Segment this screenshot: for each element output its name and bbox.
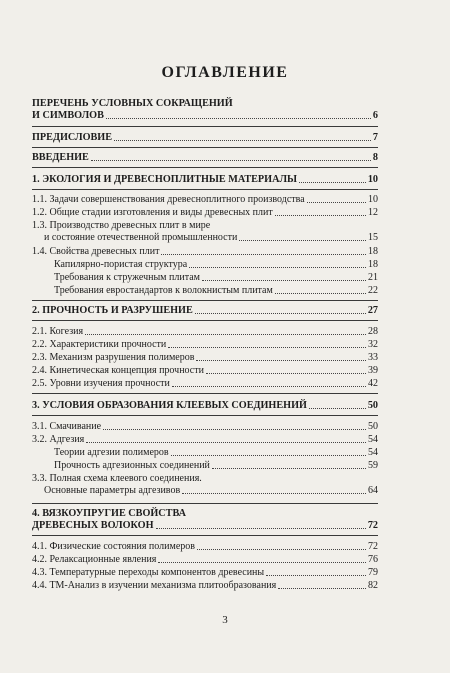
toc-entry-title: 2.5. Уровни изучения прочности <box>32 378 170 389</box>
toc-entry-page: 82 <box>368 580 378 591</box>
toc-entry-page: 22 <box>368 285 378 296</box>
toc-entry-title: ДРЕВЕСНЫХ ВОЛОКОН <box>32 520 154 531</box>
toc-entry-page: 76 <box>368 554 378 565</box>
toc-entry[interactable] <box>32 580 378 592</box>
toc-entry[interactable] <box>32 259 378 271</box>
toc-entry-title: ПРЕДИСЛОВИЕ <box>32 132 113 143</box>
toc-entry-title: 2.1. Когезия <box>32 326 84 337</box>
toc-entry-page: 7 <box>372 132 378 143</box>
leader-dots <box>275 293 366 294</box>
toc-entry[interactable] <box>32 132 378 144</box>
divider <box>32 535 378 536</box>
toc-entry-page: 21 <box>368 272 378 283</box>
toc-entry[interactable] <box>32 473 378 497</box>
leader-dots <box>266 575 366 576</box>
leader-dots <box>197 549 366 550</box>
toc-entry[interactable] <box>32 541 378 553</box>
toc-entry-title: Прочность адгезионных соединений <box>54 460 210 471</box>
divider <box>32 167 378 168</box>
toc-entry-title: Капилярно-пористая структура <box>54 259 188 270</box>
toc-entry[interactable] <box>32 339 378 351</box>
leader-dots <box>85 334 366 335</box>
toc-entry[interactable] <box>32 305 378 317</box>
toc-entry-title: 2. ПРОЧНОСТЬ И РАЗРУШЕНИЕ <box>32 305 193 316</box>
toc-entry-page: 59 <box>368 460 378 471</box>
toc-entry-line1: 4. ВЯЗКОУПРУГИЕ СВОЙСТВА <box>32 508 186 519</box>
toc-entry-page: 15 <box>368 232 378 243</box>
toc-entry-title: 1.1. Задачи совершенствования древесноплитного производства <box>32 194 305 205</box>
toc-entry[interactable] <box>32 400 378 412</box>
toc-entry-title: 4.1. Физические состояния полимеров <box>32 541 195 552</box>
leader-dots <box>299 182 366 183</box>
toc-entry[interactable] <box>32 174 378 186</box>
toc-entry-page: 33 <box>368 352 378 363</box>
toc-entry[interactable] <box>32 326 378 338</box>
toc-entry-page: 10 <box>368 194 378 205</box>
divider <box>32 189 378 190</box>
leader-dots <box>309 408 366 409</box>
leader-dots <box>172 386 366 387</box>
leader-dots <box>206 373 366 374</box>
toc-entry-line1: 1.3. Производство древесных плит в мире <box>32 220 211 231</box>
toc-entry-page: 27 <box>367 305 378 316</box>
leader-dots <box>307 202 366 203</box>
toc-entry-title: ВВЕДЕНИЕ <box>32 152 89 163</box>
divider <box>32 147 378 148</box>
leader-dots <box>158 562 366 563</box>
toc-entry-page: 10 <box>367 174 378 185</box>
leader-dots <box>171 455 366 456</box>
toc-entry[interactable] <box>32 98 378 122</box>
leader-dots <box>91 160 371 161</box>
toc-entry-title: 1. ЭКОЛОГИЯ И ДРЕВЕСНОПЛИТНЫЕ МАТЕРИАЛЫ <box>32 174 298 185</box>
toc-entry-title: 4.3. Температурные переходы компонентов древесины <box>32 567 265 578</box>
toc-entry-page: 18 <box>368 259 378 270</box>
toc-entry[interactable] <box>32 447 378 459</box>
toc-entry-title: Теории адгезии полимеров <box>54 447 169 458</box>
toc-entry[interactable] <box>32 285 378 297</box>
toc-entry[interactable] <box>32 434 378 446</box>
page-number: 3 <box>222 614 228 626</box>
leader-dots <box>182 493 366 494</box>
toc-entry[interactable] <box>32 567 378 579</box>
divider <box>32 126 378 127</box>
toc-entry-page: 54 <box>368 447 378 458</box>
divider <box>32 393 378 394</box>
page-title: ОГЛАВЛЕНИЕ <box>161 64 289 81</box>
leader-dots <box>114 140 371 141</box>
toc-entry[interactable] <box>32 352 378 364</box>
toc-entry[interactable] <box>32 460 378 472</box>
toc-entry-page: 79 <box>368 567 378 578</box>
toc-entry-page: 50 <box>367 400 378 411</box>
toc-entry-page: 39 <box>368 365 378 376</box>
toc-entry-page: 64 <box>368 485 378 496</box>
toc-entry-title: 3.2. Адгезия <box>32 434 85 445</box>
toc-entry-title: 4.2. Релаксационные явления <box>32 554 157 565</box>
leader-dots <box>239 240 366 241</box>
toc-entry[interactable] <box>32 194 378 206</box>
toc-entry-title: 2.4. Кинетическая концепция прочности <box>32 365 204 376</box>
divider <box>32 503 378 504</box>
divider <box>32 320 378 321</box>
toc-entry[interactable] <box>32 508 378 532</box>
leader-dots <box>278 588 366 589</box>
leader-dots <box>202 280 366 281</box>
toc-entry[interactable] <box>32 220 378 244</box>
leader-dots <box>275 215 366 216</box>
toc-entry[interactable] <box>32 272 378 284</box>
leader-dots <box>156 528 366 529</box>
toc-entry-page: 42 <box>368 378 378 389</box>
toc-entry-title: 1.4. Свойства древесных плит <box>32 246 160 257</box>
toc-entry-title: 2.2. Характеристики прочности <box>32 339 167 350</box>
leader-dots <box>189 267 366 268</box>
leader-dots <box>196 360 366 361</box>
toc-entry-line1: ПЕРЕЧЕНЬ УСЛОВНЫХ СОКРАЩЕНИЙ <box>32 98 233 109</box>
toc-entry-title: Требования к стружечным плитам <box>54 272 200 283</box>
leader-dots <box>103 429 366 430</box>
toc-entry-page: 72 <box>367 520 378 531</box>
toc-entry-page: 50 <box>368 421 378 432</box>
toc-entry-page: 54 <box>368 434 378 445</box>
toc-entry-line1: 3.3. Полная схема клеевого соединения. <box>32 473 202 484</box>
toc-entry[interactable] <box>32 554 378 566</box>
toc-entry-title: 4.4. ТМ-Анализ в изучении механизма плитообразования <box>32 580 277 591</box>
toc-entry-title: 3.1. Смачивание <box>32 421 102 432</box>
toc-entry-title: и состояние отечественной промышленности <box>44 232 238 243</box>
toc-entry-page: 32 <box>368 339 378 350</box>
toc-entry[interactable] <box>32 378 378 390</box>
leader-dots <box>168 347 366 348</box>
toc-entry-page: 12 <box>368 207 378 218</box>
toc-entry-page: 18 <box>368 246 378 257</box>
toc-entry[interactable] <box>32 246 378 258</box>
toc-entry[interactable] <box>32 152 378 164</box>
toc-entry-title: Требования евростандартов к волокнистым плитам <box>54 285 273 296</box>
leader-dots <box>106 118 371 119</box>
toc-entry-title: И СИМВОЛОВ <box>32 110 104 121</box>
toc-entry-page: 6 <box>372 110 378 121</box>
toc-entry[interactable] <box>32 365 378 377</box>
toc-entry-page: 8 <box>372 152 378 163</box>
toc-entry[interactable] <box>32 207 378 219</box>
toc-entry-page: 72 <box>368 541 378 552</box>
toc-entry-title: 2.3. Механизм разрушения полимеров <box>32 352 195 363</box>
toc-entry-title: 3. УСЛОВИЯ ОБРАЗОВАНИЯ КЛЕЕВЫХ СОЕДИНЕНИЙ <box>32 400 307 411</box>
leader-dots <box>161 254 366 255</box>
toc-entry-title: 1.2. Общие стадии изготовления и виды древесных плит <box>32 207 273 218</box>
divider <box>32 300 378 301</box>
toc-entry[interactable] <box>32 421 378 433</box>
divider <box>32 415 378 416</box>
leader-dots <box>212 468 366 469</box>
leader-dots <box>86 442 366 443</box>
toc-entry-page: 28 <box>368 326 378 337</box>
toc-entry-title: Основные параметры адгезивов <box>44 485 181 496</box>
leader-dots <box>195 313 366 314</box>
